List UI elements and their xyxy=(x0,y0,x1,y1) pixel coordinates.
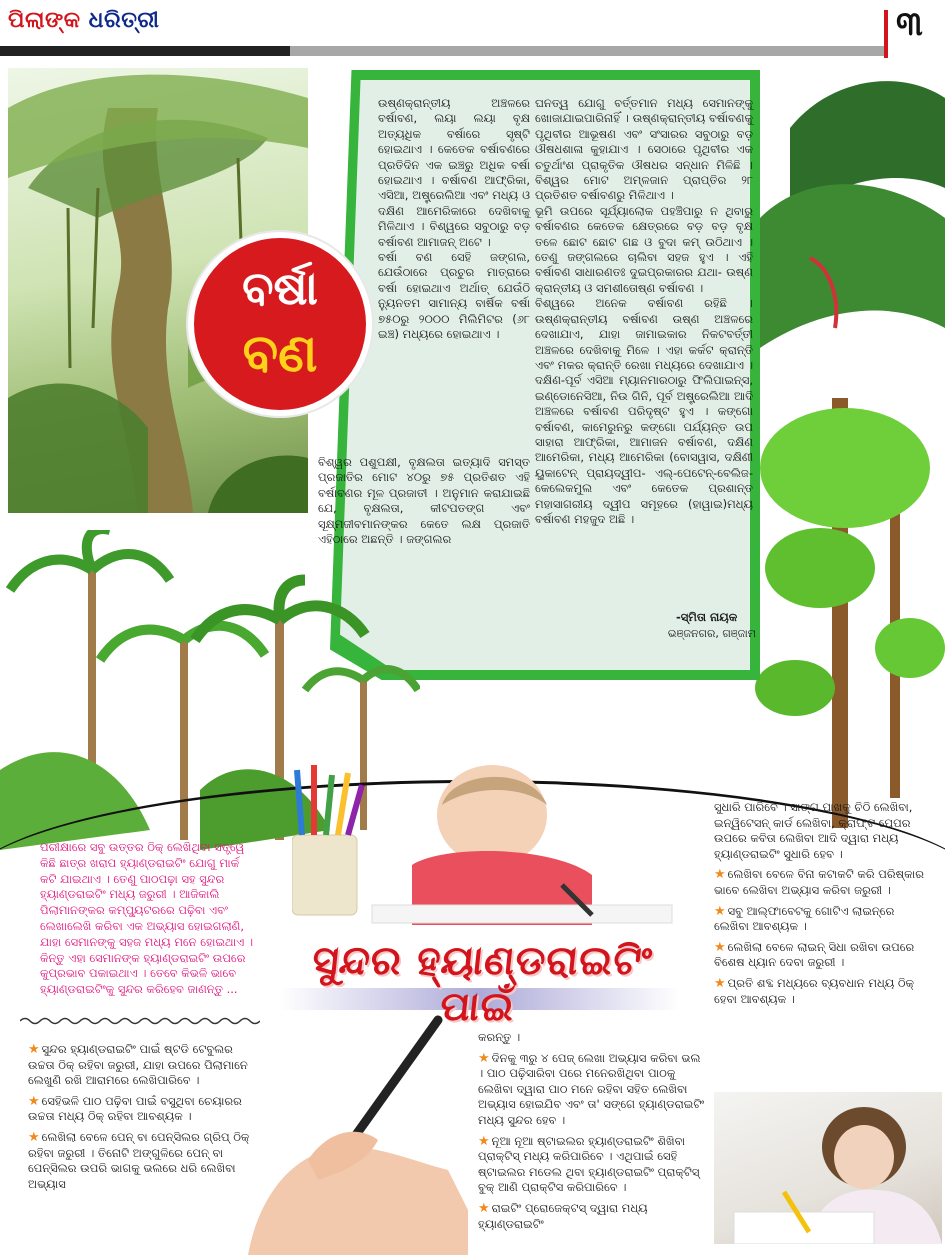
star-icon: ★ xyxy=(28,1042,40,1057)
handwriting-title-text: ସୁନ୍ଦର ହ୍ୟାଣ୍ଡରାଇଟିଂ ପାଇଁ xyxy=(310,938,655,1030)
tip-item xyxy=(714,904,924,935)
star-icon: ★ xyxy=(478,1050,490,1066)
wavy-divider xyxy=(20,1016,260,1026)
hand-holding-pencil-photo xyxy=(248,1010,468,1255)
article-paragraph: ବର୍ଷା ବଣ ସେହି ଜଙ୍ଗଲ, ଯେଉଁଠାରେ ପ୍ରଚୁର ମାତ୍ରାରେ ବର୍ଷା ହୋଇଥାଏ ଅର୍ଥାତ୍ ଯେଉଁଠି ନ୍ୟୁନତମ ସାମାନ୍ୟ ବାର୍ଷିକ ବର୍ଷା ୭୫୦ରୁ ୨୦୦୦ ମିଲିମିଟର (୬୮ ଇଞ୍ଚ) ମଧ୍ୟରେ ହୋଇଥାଏ । xyxy=(378,250,530,342)
tips-column-middle xyxy=(478,1030,708,1237)
tip-item xyxy=(478,1134,708,1196)
page-number: ୩ xyxy=(896,4,923,44)
tree-illustration-right xyxy=(750,68,945,828)
page-number-divider xyxy=(884,10,888,58)
article-paragraph: ଭୂମି ଉପରେ ସୂର୍ଯ୍ୟାଲୋକ ପହଞ୍ଚିପାରୁ ନ ଥିବାରୁ ବର୍ଷାବଣର କେତେକ କ୍ଷେତ୍ରରେ ବଡ଼ ବଡ଼ ବୃକ୍ଷ ତଳେ ଛୋଟ ଛୋଟ ଗଛ ଓ ବୁଦା କମ୍ ଉଠିଥାଏ । ତେଣୁ ଜଙ୍ଗଲରେ ଚାଲିବା ସହଜ ହୁଏ । ଏହି ବର୍ଷାବଣ ସାଧାରଣତଃ ଦୁଇପ୍ରକାରର ଯଥା- ଉଷ୍ଣ କ୍ରାନ୍ତୀୟ ଓ ସମଶୀତୋଷ୍ଣ ବର୍ଷାବଣ । xyxy=(535,203,753,295)
tip-item xyxy=(28,1042,250,1089)
handwriting-intro: ପରୀକ୍ଷାରେ ସବୁ ଉତ୍ତର ଠିକ୍ ଲେଖିଥିବା ସତ୍ତ୍ୱେ କିଛି ଛାତ୍ର ଖରାପ ହ୍ୟାଣ୍ଡରାଇଟିଂ ଯୋଗୁ ମାର୍କ କଟି ଯାଇଥାଏ । ତେଣୁ ପାଠପଢ଼ା ସହ ସୁନ୍ଦର ହ୍ୟାଣ୍ଡରାଇଟିଂ ମଧ୍ୟ ଜରୁରୀ । ଆଜିକାଲି ପିଲାମାନଙ୍କର କମ୍ପ୍ୟୁଟରରେ ପଢ଼ିବା ଏବଂ ଲେଖାଲେଖି କରିବା ଏକ ଅଭ୍ୟାସ ହୋଇଗଲାଣି, ଯାହା ସେମାନଙ୍କୁ ସହଜ ମଧ୍ୟ ମନେ ହୋଇଥାଏ । କିନ୍ତୁ ଏହା ସେମାନଙ୍କ ହ୍ୟାଣ୍ଡରାଇଟିଂ ଉପରେ କୁପ୍ରଭାବ ପକାଇଥାଏ । ତେବେ କିଭଳି ଭାବେ ହ୍ୟାଣ୍ଡରାଇଟିଂକୁ ସୁନ୍ଦର କରିହେବ ଜାଣନ୍ତୁ ... xyxy=(40,840,254,997)
tip-text: ଲେଖିଲା ବେଳେ ପେନ୍ ବା ପେନ୍ସିଲର ଗ୍ରିପ୍ ଠିକ୍ ରହିବା ଜରୁରୀ । ତିନୋଟି ଅଙ୍ଗୁଳିରେ ପେନ୍ ବା ପେନ୍ସିଲର ଉପରି ଭାଗକୁ ଭଲରେ ଧରି ଲେଖିବା ଅଭ୍ୟାସ xyxy=(28,1129,250,1191)
article-paragraph: ବିଶ୍ୱର ପଶୁପକ୍ଷୀ, ବୃକ୍ଷଲତା ଇତ୍ୟାଦି ସମସ୍ତ ପ୍ରଜାତିର ମୋଟ ୪୦ରୁ ୭୫ ପ୍ରତିଶତ ଏହି ବର୍ଷାବଣର ମୂଳ ପ୍ରଜାତୀ । ଅନୁମାନ କରାଯାଇଛି ଯେ, ବୃକ୍ଷଲତା, କୀଟପତଙ୍ଗ ଏବଂ ସୂକ୍ଷ୍ମଜୀବମାନଙ୍କର କେତେ ଲକ୍ଷ ପ୍ରଜାତି ଏହିଠାରେ ଅଛନ୍ତି । ଜଙ୍ଗଲର xyxy=(318,455,530,547)
article-paragraph: ଉଷ୍ଣକ୍ରାନ୍ତୀୟ ଅଞ୍ଚଳରେ ବର୍ଷାବଣ, ଲୟା ଲୟା ବୃକ୍ଷ ଅତ୍ୟଧିକ ବର୍ଷାରେ ସୃଷ୍ଟି ହୋଇଥାଏ । କେତେକ ବର୍ଷାବଣରେ ପ୍ରତିଦିନ ଏକ ଇଞ୍ଚରୁ ଅଧିକ ବର୍ଷା ହୋଇଥାଏ । ବର୍ଷାବଣ ଆଫ୍ରିକା, ଏସିଆ, ଅଷ୍ଟ୍ରେଲିଆ ଏବଂ ମଧ୍ୟ ଓ ଦକ୍ଷିଣ ଆମେରିକାରେ ଦେଖିବାକୁ ମିଳିଥାଏ । ବିଶ୍ୱରେ ସବୁଠାରୁ ବଡ଼ ବର୍ଷାବଣ ଆମାଜନ୍ ଅଟେ । xyxy=(378,96,530,249)
tip-item xyxy=(478,1201,708,1232)
header-rule-black xyxy=(0,46,290,56)
star-icon: ★ xyxy=(714,975,726,991)
article-paragraph: ବିଶ୍ୱରେ ଅନେକ ବର୍ଷାବଣ ରହିଛି । ଉଷ୍ଣକ୍ରାନ୍ତୀୟ ବର୍ଷାବଣ ଉଷ୍ଣ ଅଞ୍ଚଳରେ ଦେଖାଯାଏ, ଯାହା ଜାମାଇକାର ନିକଟବର୍ତ୍ତୀ ଅଞ୍ଚଳରେ ଦେଖିବାକୁ ମିଳେ । ଏହା କର୍କଟ କ୍ରାନ୍ତି ଏବଂ ମକର କ୍ରାନ୍ତି ରେଖା ମଧ୍ୟରେ ଦେଖାଯାଏ । ଦକ୍ଷିଣ-ପୂର୍ବ ଏସିଆ ମ୍ୟାନମାରଠାରୁ ଫିଲିପାଇନ୍ସ, ଇଣ୍ଡୋନେସିଆ, ନିଉ ଗିନି, ପୂର୍ବ ଅଷ୍ଟ୍ରେଲିଆ ଆଦି ଅଞ୍ଚଳରେ ବର୍ଷାବଣ ପରିଦୃଷ୍ଟ ହୁଏ । କଙ୍ଗୋ ବର୍ଷାବଣ, କାମେରୁନରୁ କଙ୍ଗୋ ପର୍ଯ୍ୟନ୍ତ ଉପ ସାହାରା ଆଫ୍ରିକା, ଆମାଜନ ବର୍ଷାବଣ, ଦକ୍ଷିଣ ଆମେରିକା, ମଧ୍ୟ ଆମେରିକା (ବୋସୱାସ, ଦକ୍ଷିଣୀ ୟୁକାଟେନ୍ ପ୍ରାୟଦ୍ୱୀପ- ଏଲ୍-ପେଟେନ୍-ବେଲିଜ-କେଲେକମୁଲ ଏବଂ କେତେକ ପ୍ରଶାନ୍ତ ମହାସାଗରୀୟ ଦ୍ୱୀପ ସମୂହରେ (ହାୱାଇ)ମଧ୍ୟ ବର୍ଷାବଣ ମହଜୁଦ ଅଛି । xyxy=(535,296,753,526)
logo-part-1: ପିଲାଙ୍କ xyxy=(8,8,81,33)
star-icon: ★ xyxy=(714,939,726,955)
tip-continuation: କରନ୍ତୁ । xyxy=(478,1030,521,1044)
star-icon: ★ xyxy=(478,1200,490,1216)
article-column-a xyxy=(378,96,530,343)
tips-column-left xyxy=(28,1042,250,1197)
tip-item xyxy=(28,1094,250,1125)
tip-continuation: ସୁଧାରି ପାରିବେ । ସାଙ୍ଗ ପାଖକୁ ଚିଠି ଲେଖିବା, ଇନ୍ୱିଟେସନ୍ କାର୍ଡ ଲେଖିବା, କ୍ରାଫ୍ଟ ପେପର ଉପରେ କବିତା ଲେଖିବା ଆଦି ଦ୍ୱାରା ମଧ୍ୟ ହ୍ୟାଣ୍ଡରାଇଟିଂ ସୁଧାରି ହେବ । xyxy=(714,800,913,861)
newspaper-logo xyxy=(8,8,159,33)
tip-item xyxy=(478,1051,708,1129)
article-paragraph: ଘନତ୍ୱ ଯୋଗୁ ବର୍ତ୍ତମାନ ମଧ୍ୟ ସେମାନଙ୍କୁ ଖୋଜାଯାଇପାରିନାହିଁ । ଉଷ୍ଣକ୍ରାନ୍ତୀୟ ବର୍ଷାବଣକୁ ପୃଥିବୀର ଆଭୂଷଣ ଏବଂ ସଂସାରର ସବୁଠାରୁ ବଡ଼ ଔଷଧଶାଳା କୁହାଯାଏ । ସେଠାରେ ପୃଥିବୀର ଏକ ଚତୁର୍ଥାଂଶ ପ୍ରାକୃତିକ ଔଷଧର ସନ୍ଧାନ ମିଳିଛି । ବିଶ୍ୱର ମୋଟ ଅମ୍ଳଜାନ ପ୍ରାପ୍ତିର ୨୮ ପ୍ରତିଶତ ବର୍ଷାବଣରୁ ମିଳିଥାଏ । xyxy=(535,96,753,203)
article-column-b xyxy=(535,96,753,527)
hand-pencil-illustration xyxy=(248,1010,468,1255)
tip-text: ପ୍ରତି ଶବ୍ଦ ମଧ୍ୟରେ ବ୍ୟବଧାନ ମଧ୍ୟ ଠିକ୍ ହେବା ଆବଶ୍ୟକ । xyxy=(714,975,915,1006)
author-place: ଭଞ୍ଜନଗର, ଗଞ୍ଜାମ xyxy=(667,627,756,640)
masthead xyxy=(0,0,945,58)
girl-drawing-illustration xyxy=(714,1092,942,1244)
author-name: -ସ୍ମିତା ନାୟକ xyxy=(676,610,738,624)
title-line-2: ବଣ xyxy=(242,324,318,384)
child-with-pencils-illustration xyxy=(292,765,677,925)
star-icon: ★ xyxy=(28,1093,40,1109)
tip-text: ସେହିଭଳି ପାଠ ପଢ଼ିବା ପାଇଁ ବସୁଥିବା ଚେୟାରର ଉଚ୍ଚତା ମଧ୍ୟ ଠିକ୍ ରହିବା ଆବଶ୍ୟକ । xyxy=(28,1093,242,1124)
child-writing-photo xyxy=(292,765,677,925)
star-icon: ★ xyxy=(714,867,726,883)
tip-text: ଲେଖିବା ବେଳେ ବିନା କଟାକଟି କରି ପରିଷ୍କାର ଭାବେ ଲେଖିବା ଅଭ୍ୟାସ କରିବା ଜରୁରୀ । xyxy=(714,867,924,897)
jungle-photo-right xyxy=(750,68,945,828)
star-icon: ★ xyxy=(28,1129,40,1145)
girl-writing-photo xyxy=(714,1092,942,1244)
rainforest-title-badge xyxy=(194,238,366,410)
tips-column-right xyxy=(714,800,924,1012)
tip-item xyxy=(714,940,924,971)
title-line-1: ବର୍ଷା xyxy=(242,261,318,315)
tip-text: ସୁନ୍ଦର ହ୍ୟାଣ୍ଡରାଇଟିଂ ପାଇଁ ଷ୍ଟଡି ଟେବୁଲର ଉଚ୍ଚତା ଠିକ୍ ରହିବା ଜରୁରୀ, ଯାହା ଉପରେ ପିଲାମାନେ ଲେଖୁଣି ରଖି ଆରାମରେ ଲେଖିପାରିବେ । xyxy=(28,1042,248,1088)
tip-item xyxy=(714,976,924,1007)
tip-item xyxy=(714,867,924,898)
tip-text: ସବୁ ଆଲ୍‌ଫାବେଟକୁ ଗୋଟିଏ ଲାଇନ୍‌ରେ ଲେଖିବା ଆବଶ୍ୟକ । xyxy=(714,903,895,934)
logo-part-2: ଧରିତ୍ରୀ xyxy=(88,8,160,33)
tip-text: ନୂଆ ନୂଆ ଷ୍ଟାଇଲର ହ୍ୟାଣ୍ଡରାଇଟିଂ ଶିଖିବା ପ୍ରାକ୍ଟିସ୍ ମଧ୍ୟ କରିପାରିବେ । ଏଥିପାଇଁ ସେହି ଷ୍ଟାଇଲର ମଡେଲ ଥିବା ହ୍ୟାଣ୍ଡରାଇଟିଂ ପ୍ରାକ୍ଟିସ୍ ବୁକ୍ ଆଣି ପ୍ରାକ୍ଟିସ କରିପାରିବେ । xyxy=(478,1133,700,1195)
tip-text: ରାଇଟିଂ ପ୍ରୋଜେକ୍ଟସ୍ ଦ୍ୱାରା ମଧ୍ୟ ହ୍ୟାଣ୍ଡରାଇଟିଂ xyxy=(478,1200,648,1231)
star-icon: ★ xyxy=(478,1133,490,1149)
star-icon: ★ xyxy=(714,903,726,919)
tip-text: ଦିନକୁ ୩ରୁ ୪ ପେଜ୍ ଲେଖା ଅଭ୍ୟାସ କରିବା ଭଲ । ପାଠ ପଢ଼ିସାରିବା ପରେ ମନେରଖିଥିବା ପାଠକୁ ଲେଖିବା ଦ୍ୱାରା ପାଠ ମନେ ରହିବା ସହିତ ଲେଖିବା ଅଭ୍ୟାସ ହୋଇଯିବ ଏବଂ ତା' ସଙ୍ଗେ ହ୍ୟାଣ୍ଡରାଇଟିଂ ମଧ୍ୟ ସୁନ୍ଦର ହେବ । xyxy=(478,1050,705,1127)
tip-text: ଲେଖିଲା ବେଳେ ଲାଇନ୍ ସିଧା ରଖିବା ଉପରେ ବିଶେଷ ଧ୍ୟାନ ଦେବା ଜରୁରୀ । xyxy=(714,939,915,970)
header-rule-grey xyxy=(290,46,885,56)
tip-item xyxy=(28,1130,250,1192)
handwriting-title xyxy=(270,938,690,1030)
